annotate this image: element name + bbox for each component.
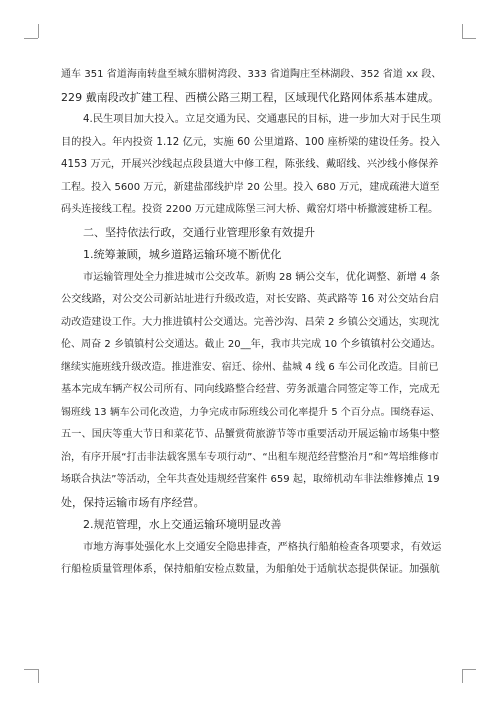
text-line: 工程。投入 5600 万元，新建盐邵线护岸 20 公里。投入 680 万元，建成疏港大道至 [61,181,440,193]
document-body [61,64,441,582]
text-line: 市地方海事处强化水上交通安全隐患排查，严格执行船舶检查各项要求，有效运 [83,541,442,553]
text-line: 场联合执法”等活动，全年共查处违规经营案件 659 起，取缔机动车非法维修摊点 19 [61,474,440,485]
crop-mark-bottom-left-h [24,669,38,670]
text-line: 锡班线 13 辆车公司化改造，力争完成市际班线公司化率提升 5 个百分点。围绕春运、 [61,406,441,418]
text-line: 处，保持运输市场有序经营。 [61,495,205,509]
crop-mark-top-right-h [462,38,476,39]
text-line: 2.规范管理，水上交通运输环境明显改善 [83,518,282,531]
text-line: 4.民生项目加大投入。立足交通为民、交通惠民的目标，进一步加大对于民生项 [83,114,441,125]
text-line: 4153 万元，开展兴沙线起点段县道大中修工程，陈张线、戴昭线、兴沙线小修保养 [61,159,439,170]
text-line: 行船检质量管理体系，保持船舶安检点数量，为船舶处于适航状态提供保证。加强航 [61,564,440,575]
text-line: 1.统筹兼顾，城乡道路运输环境不断优化 [83,248,282,261]
text-line: 229 戴南段改扩建工程、西横公路三期工程，区域现代化路网体系基本建成。 [61,90,440,104]
text-line: 市运输管理处全力推进城市公交改革。新购 28 辆公交车，优化调整、新增 4 条 [83,271,441,283]
crop-mark-bottom-right-v [462,669,463,683]
crop-mark-top-left-v [38,24,39,38]
text-line: 伦、周奋 2 乡镇镇村公交通达。截止 20__年，我市共完成 10 个乡镇镇村公交通达。 [61,339,441,350]
text-line: 码头连接线工程。投资 2200 万元建成陈堡三河大桥、戴窑灯塔中桥撤渡建桥工程。 [61,204,439,215]
crop-mark-top-right-v [462,24,463,38]
crop-mark-bottom-right-h [462,669,476,670]
text-line: 二、坚持依法行政，交通行业管理形象有效提升 [83,225,316,239]
text-line: 治，有序开展“打击非法载客黑车专项行动”、“出租车规范经营整治月”和“驾培维修市 [61,451,439,463]
text-line: 通车 351 省道海南转盘至城东腊树湾段、333 省道陶庄至林湖段、352 省道 xx 段、 [61,69,442,80]
text-line: 动改造建设工作。大力推进镇村公交通达。完善沙沟、昌荣 2 乡镇公交通达，实现沈 [61,316,440,328]
text-line: 目的投入。年内投资 1.12 亿元，实施 60 公里道路、100 座桥梁的建设任务。投入 [61,136,441,148]
crop-mark-bottom-left-v [38,669,39,683]
text-line: 五一、国庆等重大节日和菜花节、品蟹赏荷旅游节等市重要活动开展运输市场集中整 [61,429,440,440]
text-line: 继续实施班线升级改造。推进淮安、宿迁、徐州、盐城 4 线 6 车公司化改造。目前已 [61,361,439,373]
text-line: 基本完成车辆产权公司所有、同向线路整合经营、劳务派遣合同签定等工作，完成无 [61,384,440,395]
text-line: 公交线路，对公交公司新站址进行升级改造，对长安路、英武路等 16 对公交站台启 [61,294,439,305]
crop-mark-top-left-h [24,38,38,39]
